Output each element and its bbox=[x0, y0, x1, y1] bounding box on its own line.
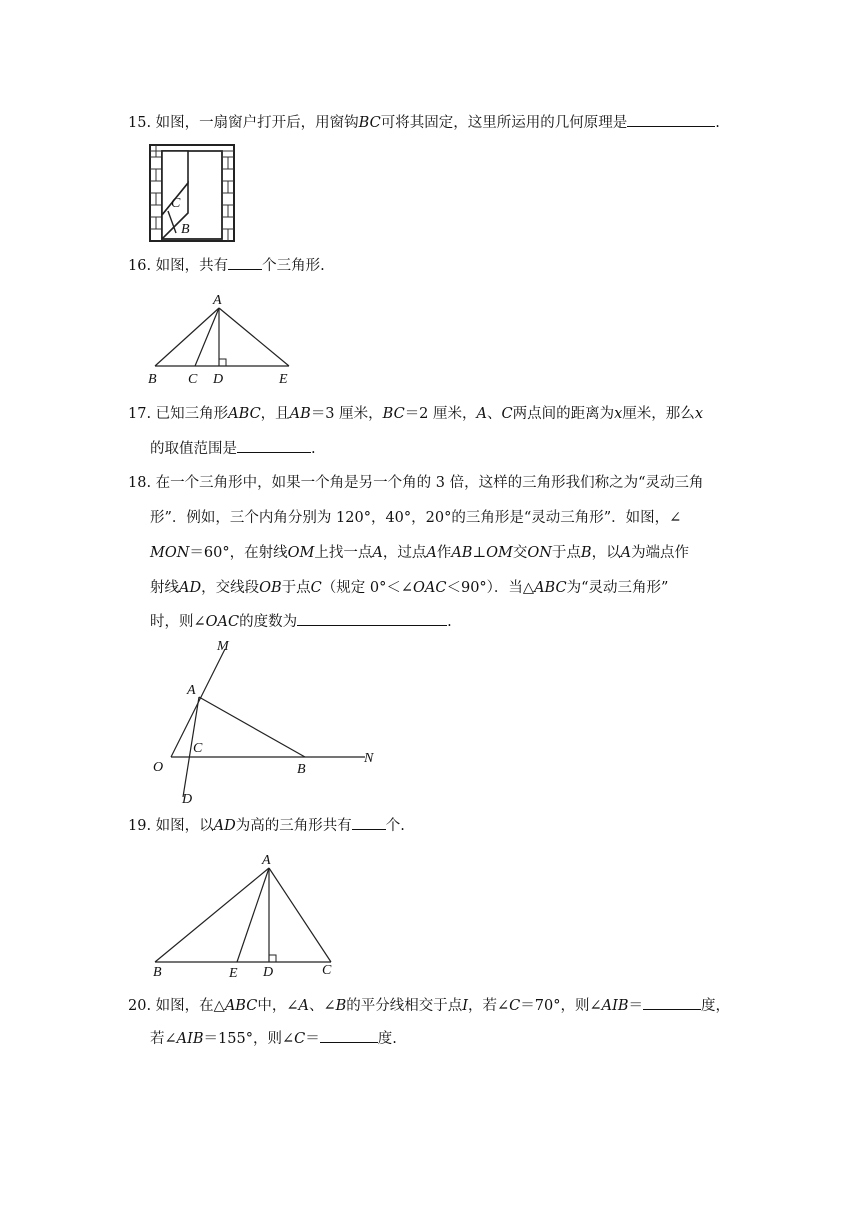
triangle-figure-16 bbox=[145, 290, 295, 388]
question-20: 20. 如图，在△ABC中，∠A、∠B的平分线相交于点I，若∠C＝70°，则∠AIB＝ 度， bbox=[128, 995, 730, 1016]
answer-blank[interactable] bbox=[643, 995, 701, 1010]
label-d: D bbox=[182, 792, 193, 807]
question-18-line5: 时，则∠OAC的度数为 . bbox=[150, 611, 452, 632]
window-figure bbox=[148, 143, 236, 243]
question-number: 16. bbox=[128, 258, 152, 274]
question-number: 20. bbox=[128, 998, 152, 1014]
label-b: B bbox=[153, 965, 162, 978]
label-c: C bbox=[322, 963, 332, 978]
question-number: 19. bbox=[128, 818, 152, 834]
label-e: E bbox=[229, 966, 238, 978]
label-c: C bbox=[171, 196, 181, 211]
label-a: A bbox=[213, 293, 222, 308]
answer-blank[interactable] bbox=[297, 611, 447, 626]
triangle-figure-19 bbox=[145, 848, 345, 978]
question-18-line3: MON＝60°，在射线OM上找一点A，过点A作AB⊥OM交ON于点B，以A为端点作 bbox=[150, 545, 690, 561]
question-17-line2: 的取值范围是 . bbox=[150, 438, 316, 459]
answer-blank[interactable] bbox=[228, 255, 262, 270]
question-17: 17. 已知三角形ABC，且AB＝3 厘米，BC＝2 厘米，A、C两点间的距离为x厘米，那么x bbox=[128, 406, 703, 422]
label-n: N bbox=[364, 751, 374, 766]
question-20-line2: 若∠AIB＝155°，则∠C＝ 度. bbox=[150, 1028, 397, 1049]
label-d: D bbox=[213, 372, 224, 387]
question-15: 15. 如图，一扇窗户打开后，用窗钩BC可将其固定，这里所运用的几何原理是 . bbox=[128, 112, 720, 133]
answer-blank[interactable] bbox=[352, 815, 386, 830]
question-18: 18. 在一个三角形中，如果一个角是另一个角的 3 倍，这样的三角形我们称之为“灵动三角 bbox=[128, 475, 704, 491]
question-18-line2: 形”．例如，三个内角分别为 120°，40°，20°的三角形是“灵动三角形”．如图，∠ bbox=[150, 510, 682, 526]
angle-figure-18 bbox=[145, 635, 385, 807]
question-19: 19. 如图，以AD为高的三角形共有 个. bbox=[128, 815, 405, 836]
answer-blank[interactable] bbox=[627, 112, 715, 127]
label-d: D bbox=[263, 965, 274, 978]
label-b: B bbox=[181, 222, 190, 237]
label-m: M bbox=[217, 639, 229, 654]
question-number: 17. bbox=[128, 406, 152, 422]
label-c: C bbox=[188, 372, 198, 387]
label-b: B bbox=[297, 762, 306, 777]
label-b: B bbox=[148, 372, 157, 387]
label-a: A bbox=[187, 683, 196, 698]
answer-blank[interactable] bbox=[237, 438, 311, 453]
answer-blank[interactable] bbox=[320, 1028, 378, 1043]
label-a: A bbox=[262, 853, 271, 868]
label-c: C bbox=[193, 741, 203, 756]
question-16: 16. 如图，共有 个三角形. bbox=[128, 255, 325, 276]
question-number: 15. bbox=[128, 115, 152, 131]
label-o: O bbox=[153, 760, 164, 775]
question-number: 18. bbox=[128, 475, 152, 491]
question-18-line4: 射线AD，交线段OB于点C（规定 0°＜∠OAC＜90°）．当△ABC为“灵动三角形” bbox=[150, 580, 669, 596]
label-e: E bbox=[279, 372, 288, 387]
